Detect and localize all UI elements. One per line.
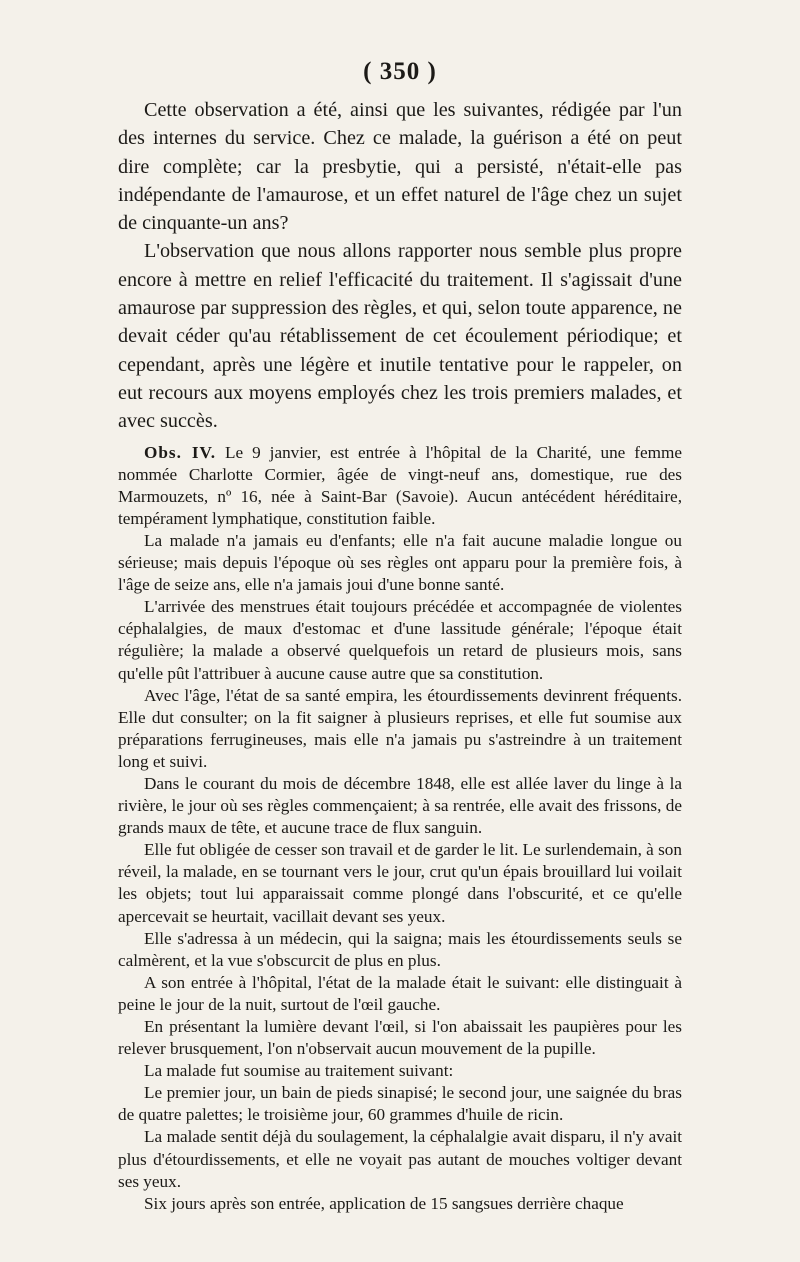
paragraph-relief: La malade sentit déjà du soulagement, la céphalalgie avait disparu, il n'y avait plus d'étourdissements, et elle ne voyait pas autant de mouches voltiger devant ses yeux. [118, 1127, 682, 1191]
paragraph-age: Avec l'âge, l'état de sa santé empira, les étourdissements devinrent fréquents. Elle dut consulter; on la fit saigner à plusieurs reprises, et elle fut soumise aux préparations ferrugineuses, mais elle n'a jamais pu s'astreindre à un traitement long et suivi. [118, 685, 682, 771]
paragraph-intro: Cette observation a été, ainsi que les suivantes, rédigée par l'un des internes du service. Chez ce malade, la guérison a été on peut dire complète; car la presbytie, qui a persisté, n'était-elle pas indépendante de l'amaurose, et un effet naturel de l'âge chez un sujet de cinquante-un ans? [118, 99, 682, 235]
paragraph-bedrest: Elle fut obligée de cesser son travail et de garder le lit. Le surlendemain, à son réveil, la malade, en se tournant vers le jour, crut qu'un épais brouillard lui voilait les objets; tout lui apparaissait comme plongé dans l'obscurité, et ce qu'elle apercevait se heurtait, vacillait devant ses yeux. [118, 840, 682, 926]
paragraph-admission: A son entrée à l'hôpital, l'état de la malade était le suivant: elle distinguait à peine le jour de la nuit, surtout de l'œil gauche. [118, 972, 682, 1014]
paragraph-pupil: En présentant la lumière devant l'œil, si l'on abaissait les paupières pour les relever brusquement, l'on n'observait aucun mouvement de la pupille. [118, 1017, 682, 1059]
paragraph-menstrues: L'arrivée des menstrues était toujours précédée et accompagnée de violentes céphalalgies, de maux d'estomac et d'une lassitude générale; l'époque était régulière; la malade a observé quelquefois un retard de plusieurs mois, sans qu'elle pût l'attribuer à aucune cause autre que sa constitution. [118, 597, 682, 683]
paragraph-leeches: Six jours après son entrée, application de 15 sangsues derrière chaque [144, 1193, 624, 1213]
observation-intro: Le 9 janvier, est entrée à l'hôpital de la Charité, une femme nommée Charlotte Cormier, âgée de vingt-neuf ans, domestique, rue des Marmouzets, nº 16, née à Saint-Bar (Savoie). Aucun antécédent héréditaire, tempérament lymphatique, constitution faible. [118, 442, 682, 528]
page-number: ( 350 ) [363, 58, 437, 85]
paragraph-december: Dans le courant du mois de décembre 1848, elle est allée laver du linge à la rivière, le jour où ses règles commençaient; à sa rentrée, elle avait des frissons, de grands maux de tête, et aucune trace de flux sanguin. [118, 773, 682, 838]
body-text [118, 96, 682, 1215]
observation-label: Obs. IV. [144, 442, 217, 462]
observation-heading-paragraph [118, 442, 682, 530]
paragraph-history: La malade n'a jamais eu d'enfants; elle n'a fait aucune maladie longue ou sérieuse; mais depuis l'époque où ses règles ont apparu pour la première fois, à l'âge de seize ans, elle n'a jamais joui d'une bonne santé. [118, 530, 682, 595]
paragraph-treatment-days: Le premier jour, un bain de pieds sinapisé; le second jour, une saignée du bras de quatre palettes; le troisième jour, 60 grammes d'huile de ricin. [118, 1083, 682, 1125]
paragraph-treatment-intro: La malade fut soumise au traitement suivant: [144, 1061, 454, 1081]
paragraph-context: L'observation que nous allons rapporter nous semble plus propre encore à mettre en relief l'efficacité du traitement. Il s'agissait d'une amaurose par suppression des règles, et qui, selon toute apparence, ne devait céder qu'au rétablissement de cet écoulement périodique; et cependant, après une légère et inutile tentative pour le rappeler, on eut recours aux moyens employés chez les trois premiers malades, et avec succès. [118, 240, 682, 433]
paragraph-doctor: Elle s'adressa à un médecin, qui la saigna; mais les étourdissements seuls se calmèrent, et la vue s'obscurcit de plus en plus. [118, 928, 682, 970]
